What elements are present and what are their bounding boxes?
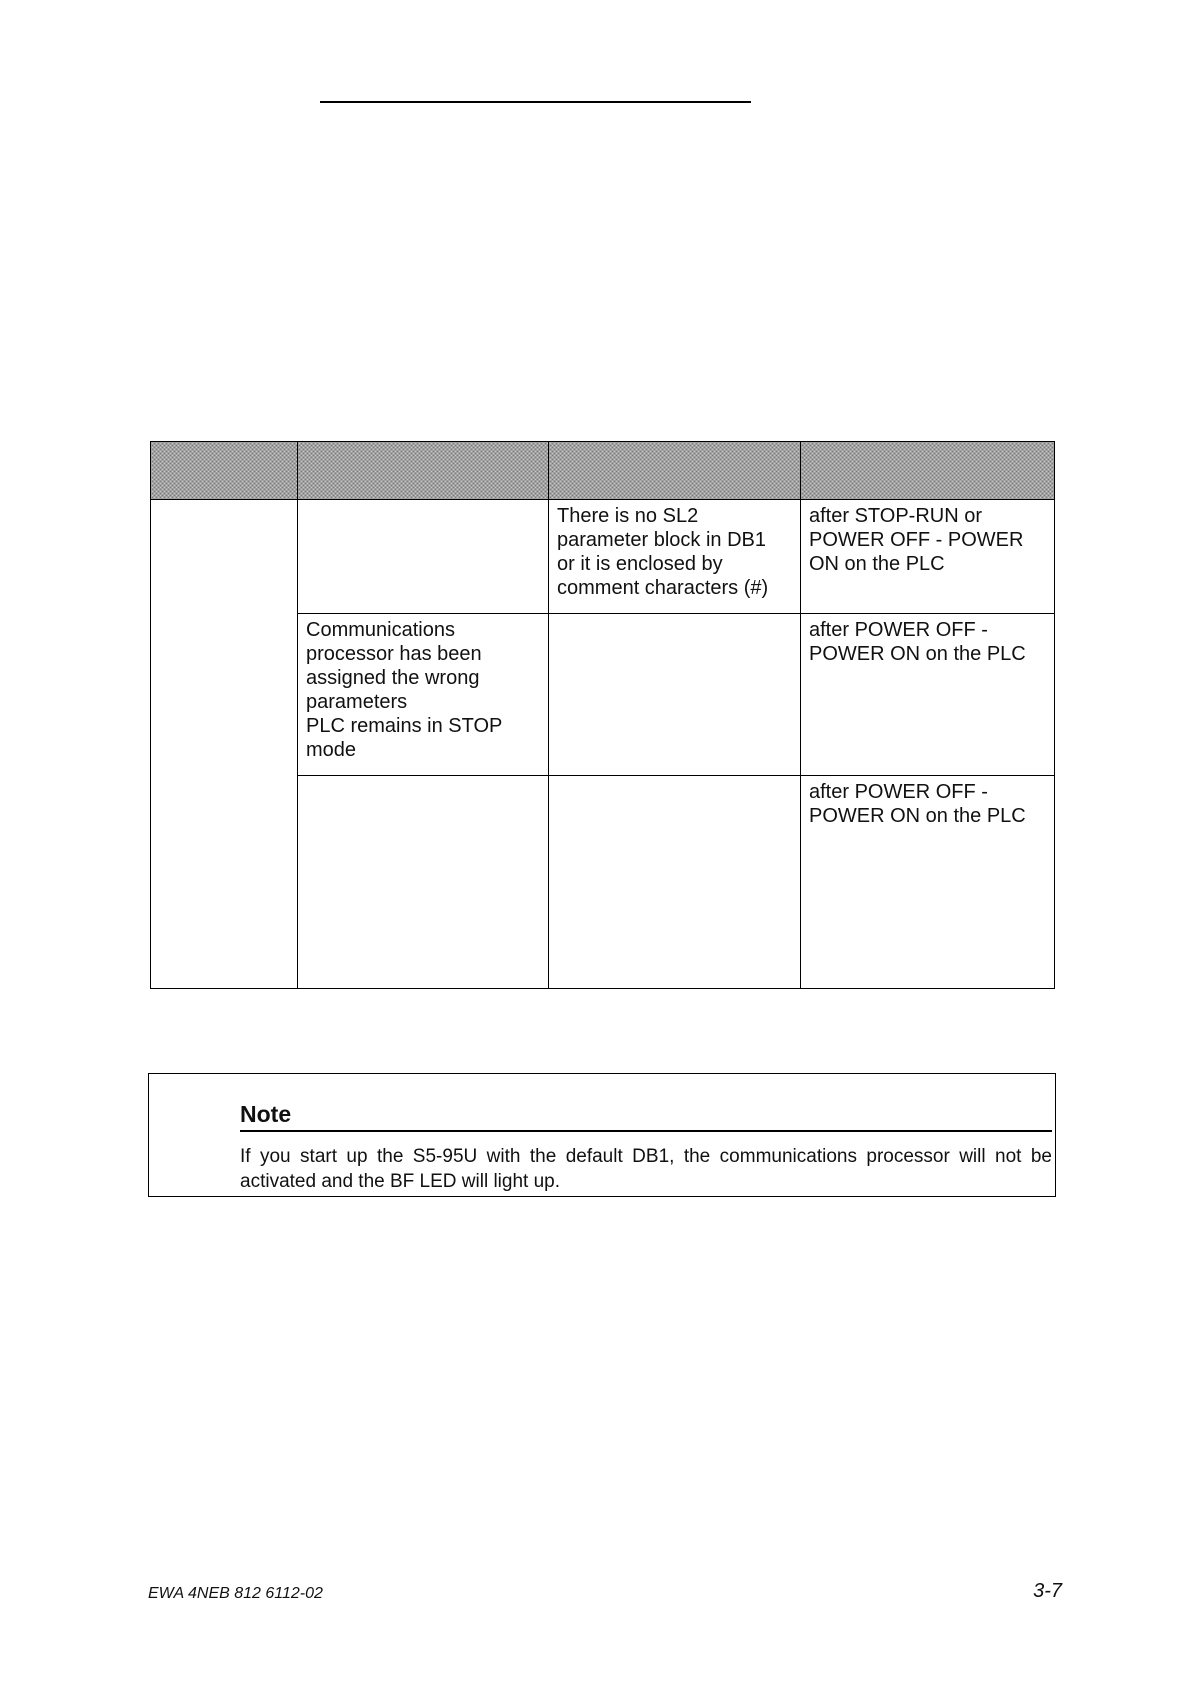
footer-page-number: 3-7 [1033, 1580, 1062, 1602]
remedy-text: after STOP-RUN or POWER OFF - POWER ON on the PLC [809, 505, 1024, 576]
note-body: If you start up the S5-95U with the default DB1, the communications processor will not be activated and the BF LED will light up. [240, 1146, 1052, 1192]
header-cell [151, 442, 298, 500]
effect-text: Communications processor has been assigned the wrong parameters PLC remains in STOP mode [306, 618, 503, 761]
table-row [151, 500, 1055, 613]
table-cell [298, 500, 549, 613]
error-table [150, 441, 1055, 989]
table-cell [549, 500, 801, 613]
note-box [148, 1073, 1056, 1197]
top-rule [320, 101, 751, 103]
merged-first-column-cell [151, 500, 298, 989]
table-cell [549, 613, 801, 776]
header-cell [801, 442, 1055, 500]
table-cell [298, 776, 549, 989]
footer-doc-id: EWA 4NEB 812 6112-02 [148, 1585, 323, 1602]
table-cell [801, 613, 1055, 776]
table-cell [549, 776, 801, 989]
table-cell [298, 613, 549, 776]
table-header-row [151, 442, 1055, 500]
header-cell [549, 442, 801, 500]
remedy-text: after POWER OFF - POWER ON on the PLC [809, 618, 1026, 665]
note-title: Note [240, 1100, 1052, 1132]
header-cell [298, 442, 549, 500]
table-cell [801, 500, 1055, 613]
table-cell [801, 776, 1055, 989]
cause-text: There is no SL2 parameter block in DB1 or it is enclosed by comment characters (#) [557, 505, 769, 600]
remedy-text: after POWER OFF - POWER ON on the PLC [809, 781, 1026, 828]
